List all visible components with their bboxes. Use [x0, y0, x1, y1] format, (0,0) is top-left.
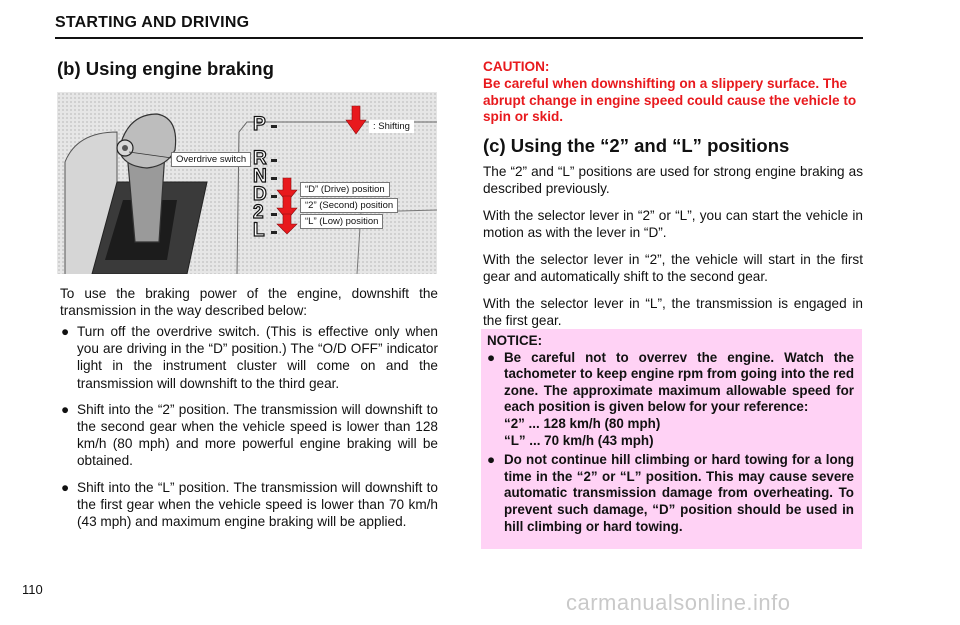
gear-position-n: N: [253, 166, 267, 187]
paragraph: With the selector lever in “L”, the transmission is engaged in the first gear.: [483, 296, 863, 329]
downshift-bullets: [60, 323, 438, 539]
gear-position-mark: [271, 195, 277, 198]
gear-position-l: L: [253, 220, 265, 241]
shifter-illustration: [57, 92, 437, 274]
header-rule: [55, 37, 863, 39]
list-item: ● Shift into the “L” position. The transmission will downshift to the first gear when the vehicle speed is lower than 70 km/h (43 mph) and maximum engine braking will be applied.: [61, 479, 438, 530]
callout-drive-position: “D” (Drive) position: [300, 182, 390, 197]
speed-limit-2: “2” ... 128 km/h (80 mph): [504, 415, 661, 431]
bullet-icon: ●: [61, 401, 70, 417]
paragraph: With the selector lever in “2” or “L”, you can start the vehicle in motion as with the lever in “D”.: [483, 208, 863, 241]
watermark: carmanualsonline.info: [566, 590, 791, 615]
callout-second-position: “2” (Second) position: [300, 198, 398, 213]
list-item: ● Do not continue hill climbing or hard towing for a long time in the “2” or “L” position. This may cause severe automatic transmission damage from overheating. To prevent such damage, “D” position should be used in hill climbing or hard towing.: [487, 452, 854, 534]
bullet-icon: ●: [487, 452, 496, 468]
gear-position-2: 2: [253, 202, 264, 223]
caution-block: [483, 59, 863, 126]
list-item: ● Be careful not to overrev the engine. Watch the tachometer to keep engine rpm from going into the red zone. The approximate maximum allowable speed for each position is given below for your reference: “2” ... 128 km/h (80 mph) “L” ... 70 km/h (43 mph): [487, 349, 854, 448]
gear-position-mark: [271, 159, 277, 162]
gear-position-d: D: [253, 184, 267, 205]
paragraph: The “2” and “L” positions are used for strong engine braking as described previously.: [483, 164, 863, 197]
gear-position-p: P: [253, 114, 266, 135]
section-title-b: (b) Using engine braking: [57, 58, 274, 79]
gear-position-mark: [271, 177, 277, 180]
bullet-icon: ●: [61, 324, 70, 339]
gear-position-mark: [271, 125, 277, 128]
bullet-icon: ●: [487, 349, 496, 365]
paragraph: With the selector lever in “2”, the vehicle will start in the first gear and automatically shift to the second gear.: [483, 252, 863, 285]
caution-text: Be careful when downshifting on a slippery surface. The abrupt change in engine speed could cause the vehicle to spin or skid.: [483, 75, 857, 125]
section-title-c: (c) Using the “2” and “L” positions: [483, 135, 790, 156]
list-item: ● Shift into the “2” position. The transmission will downshift to the second gear when the vehicle speed is lower than 128 km/h (80 mph) and more powerful engine braking will be obtained.: [61, 401, 438, 469]
notice-list: [487, 350, 854, 536]
notice-box: [481, 329, 862, 549]
speed-limit-l: “L” ... 70 km/h (43 mph): [504, 432, 654, 448]
section-header: STARTING AND DRIVING: [55, 14, 250, 31]
callout-shifting: : Shifting: [369, 120, 414, 133]
gear-position-mark: [271, 231, 277, 234]
gear-position-r: R: [253, 148, 267, 169]
intro-paragraph: To use the braking power of the engine, downshift the transmission in the way described below:: [60, 286, 438, 319]
page-number: 110: [22, 582, 43, 597]
notice-heading: NOTICE:: [487, 333, 543, 348]
callout-overdrive-switch: Overdrive switch: [171, 152, 251, 167]
bullet-icon: ●: [61, 479, 70, 495]
list-item: ● Turn off the overdrive switch. (This is effective only when you are driving in the “D” position.) The “O/D OFF” indicator light in the instrument cluster will come on and the transmission will downshift to the third gear.: [61, 324, 438, 391]
gear-position-mark: [271, 213, 277, 216]
caution-heading: CAUTION:: [483, 59, 550, 74]
callout-low-position: “L” (Low) position: [300, 214, 383, 229]
